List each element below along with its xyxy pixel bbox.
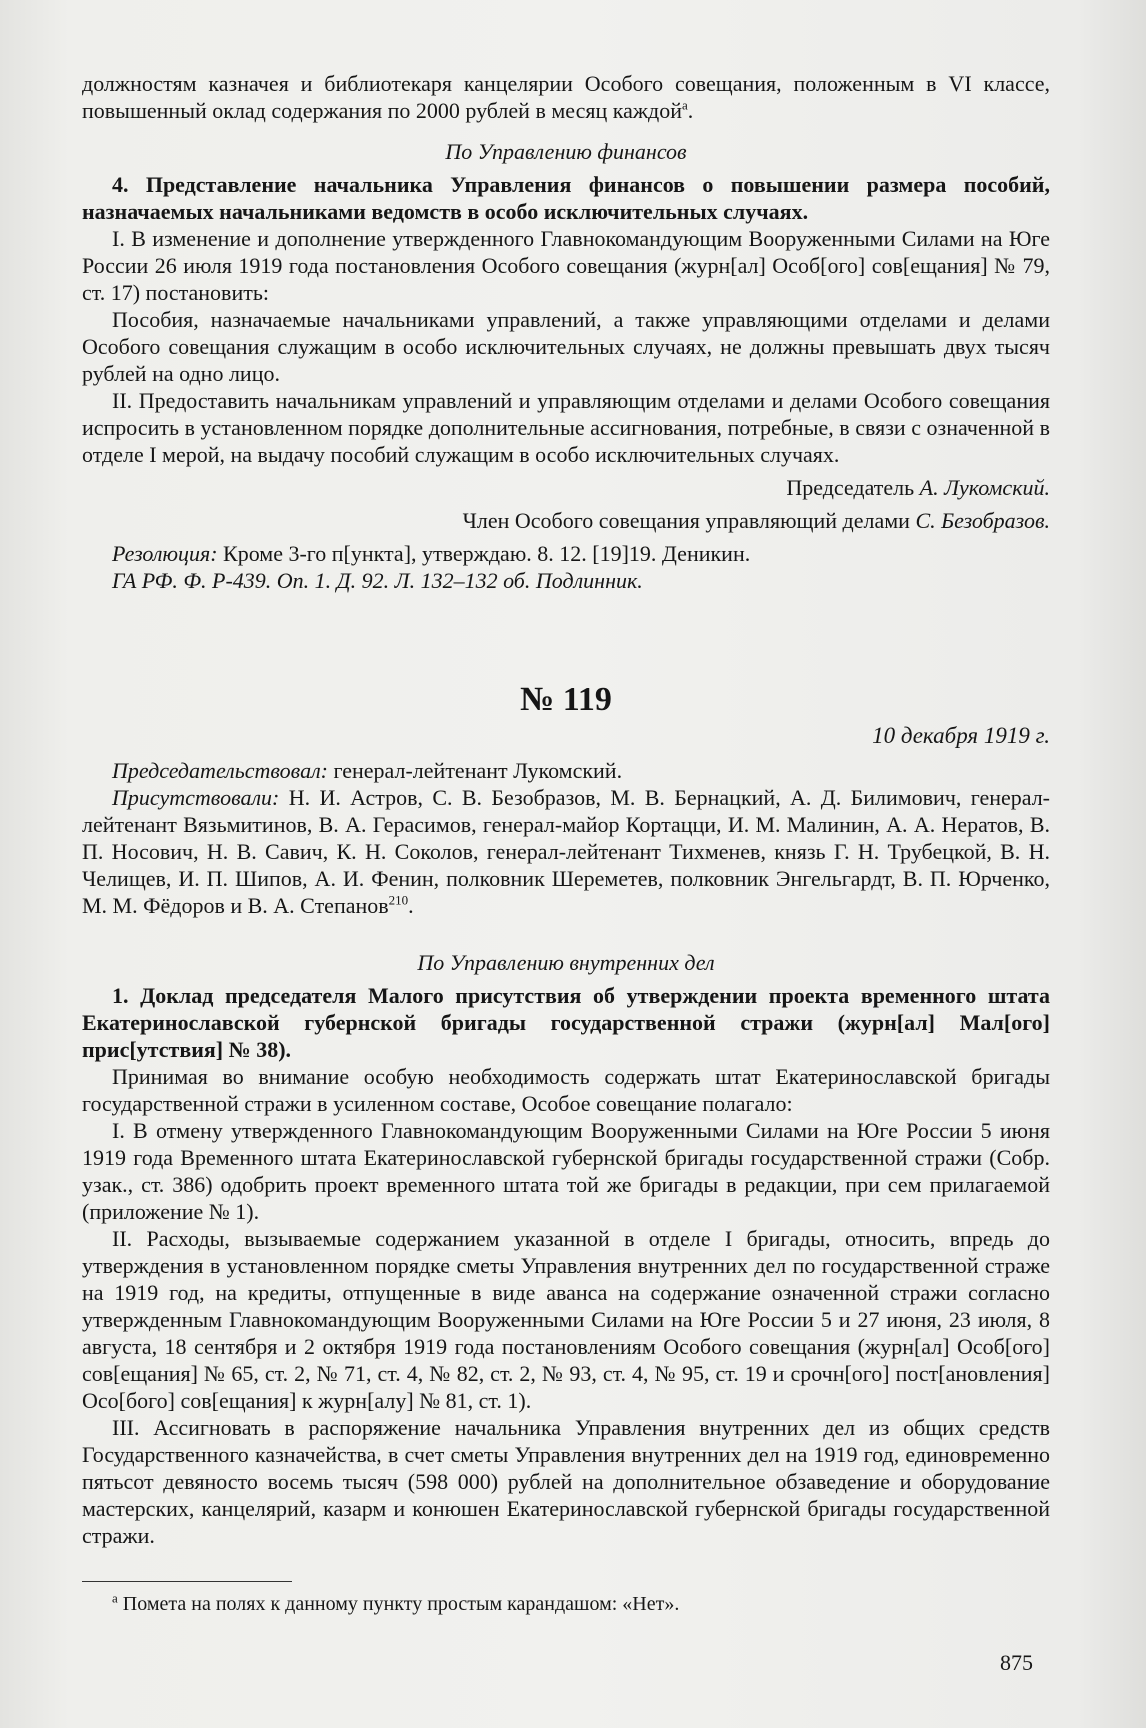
item1-section-I: I. В отмену утвержденного Главнокомандующим Вооруженными Силами на Юге России 5 июня 1919 года Временного штата Екатеринославской губернской бригады государственной стражи (Собр. узак., ст. 386) одобрить проект временного штата той же бригады в редакции, при сем прилагаемой (приложение № 1). — [82, 1118, 1050, 1224]
signature-member: Член Особого совещания управляющий делами С. Безобразов. — [462, 508, 1050, 533]
footnote: $^а$ Помета на полях к данному пункту простым карандашом: «Нет». — [112, 1590, 680, 1615]
item4-section-I-text: Пособия, назначаемые начальниками управлений, а также управляющими отделами и делами Особого совещания служащим в особо исключительных случаях, не должны превышать двух тысяч рублей на одно лицо. — [82, 307, 1050, 386]
section-heading-finance: По Управлению финансов — [445, 139, 687, 164]
paragraph-salary: должностям казначея и библиотекаря канцелярии Особого совещания, положенным в VI классе, повышенный оклад содержания по 2000 рублей в месяц каждой$^а$. — [82, 71, 1050, 123]
item1-title: 1. Доклад председателя Малого присутствия об утверждении проекта временного штата Екатеринославской губернской бригады государственной стражи (журн[ал] Мал[ого] прис[утствия] № 38). — [82, 983, 1050, 1062]
item4-section-I: I. В изменение и дополнение утвержденного Главнокомандующим Вооруженными Силами на Юге России 26 июля 1919 года постановления Особого совещания (журн[ал] Особ[ого] сов[ещания] № 79, ст. 17) постановить: — [82, 226, 1050, 305]
signature-chairman: Председатель А. Лукомский. — [786, 475, 1050, 500]
item4-title: 4. Представление начальника Управления финансов о повышении размера пособий, назначаемых начальниками ведомств в особо исключительных случаях. — [82, 172, 1050, 224]
footnote-mark: а — [112, 1590, 118, 1606]
chairman-line: Председательствовал: генерал-лейтенант Лукомский. — [112, 758, 623, 783]
item1-section-III: III. Ассигновать в распоряжение начальника Управления внутренних дел из общих средств Государственного казначейства, в счет сметы Управления внутренних дел на 1919 год, единовременно пятьсот девяносто восемь тысяч (598 000) рублей на дополнительное обзаведение и оборудование мастерских, канцелярий, казарм и конюшен Екатеринославской губернской бригады государственной стражи. — [82, 1415, 1050, 1548]
page-body — [82, 70, 1050, 1549]
document-date: 10 декабря 1919 г. — [872, 723, 1050, 748]
document-number: № 119 — [520, 681, 612, 718]
archive-reference: ГА РФ. Ф. Р-439. Оп. 1. Д. 92. Л. 132–132 об. Подлинник. — [112, 568, 643, 593]
resolution: Резолюция: Кроме 3-го п[ункта], утверждаю. 8. 12. [19]19. Деникин. — [112, 541, 751, 566]
section-heading-interior: По Управлению внутренних дел — [417, 950, 715, 975]
item1-section-II: II. Расходы, вызываемые содержанием указанной в отделе I бригады, относить, впредь до утверждения в установленном порядке сметы Управления внутренних дел по государственной страже на 1919 год, на кредиты, отпущенные в виде аванса на содержание означенной стражи согласно утвержденным Главнокомандующим Вооруженными Силами на Юге России 5 и 27 июня, 23 июля, 8 августа, 18 сентября и 2 октября 1919 года постановлениям Особого совещания (журн[ал] Особ[ого] сов[ещания] № 65, ст. 2, № 71, ст. 4, № 82, ст. 2, № 93, ст. 4, № 95, ст. 19 и срочн[ого] пост[ановления] Осо[бого] сов[ещания] к журн[алу] № 81, ст. 1). — [82, 1226, 1050, 1413]
footnote-ref-a: а — [682, 97, 688, 113]
item1-intro: Принимая во внимание особую необходимость содержать штат Екатеринославской бригады государственной стражи в усиленном составе, Особое совещание полагало: — [82, 1064, 1050, 1116]
page-number: 875 — [1000, 1650, 1033, 1675]
item4-section-II: II. Предоставить начальникам управлений и управляющим отделами и делами Особого совещания испросить в установленном порядке дополнительные ассигнования, потребные, в связи с означенной в отделе I мерой, на выдачу пособий служащим в особо исключительных случаях. — [82, 388, 1050, 467]
footnote-divider — [82, 1581, 292, 1582]
footnote-ref-210: 210 — [388, 892, 409, 908]
attendees-list: Присутствовали: Н. И. Астров, С. В. Безобразов, М. В. Бернацкий, А. Д. Билимович, генерал-лейтенант Вязьмитинов, В. А. Герасимов, генерал-майор Кортацци, И. М. Малинин, А. А. Нератов, В. П. Носович, Н. В. Савич, К. Н. Соколов, генерал-лейтенант Тихменев, князь Г. Н. Трубецкой, В. Н. Челищев, И. П. Шипов, А. И. Фенин, полковник Шереметев, полковник Энгельгардт, В. П. Юрченко, М. М. Фёдоров и В. А. Степанов$^{210}$. — [82, 785, 1051, 918]
